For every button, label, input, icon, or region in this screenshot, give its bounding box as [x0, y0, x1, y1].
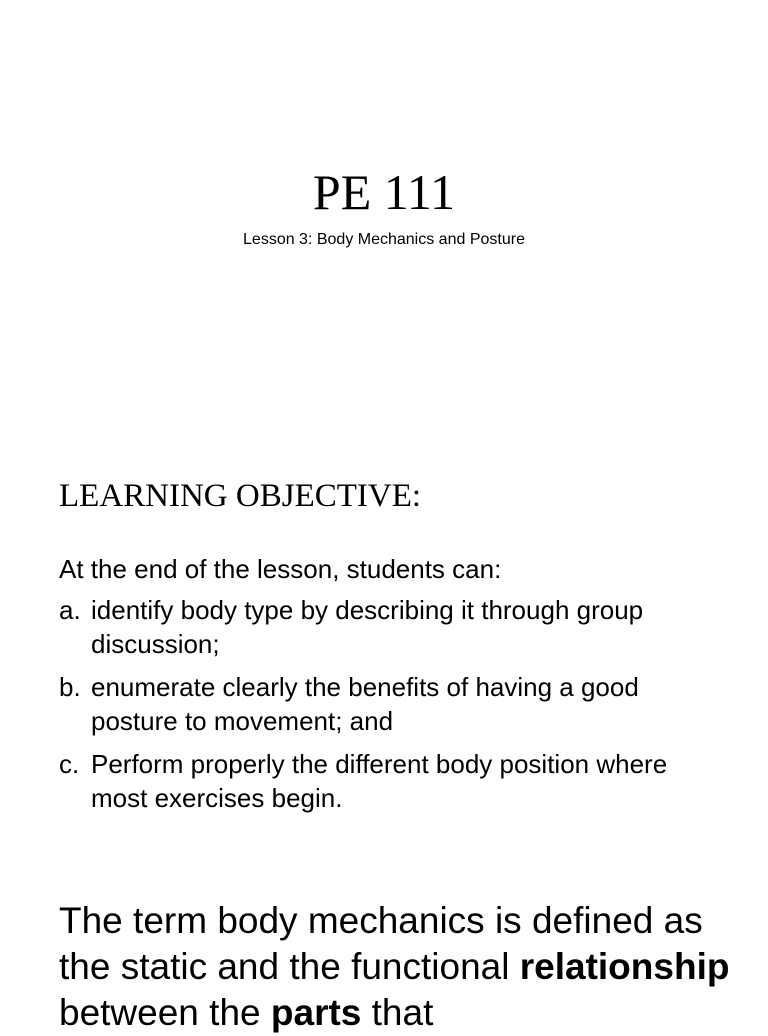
objective-marker: a.	[59, 595, 81, 625]
definition-slide	[0, 860, 768, 1033]
definition-paragraph	[59, 898, 739, 1036]
definition-text-3: that	[361, 992, 434, 1033]
title-slide	[0, 0, 768, 440]
objective-marker: c.	[59, 749, 80, 779]
objective-text: identify body type by describing it through group discussion;	[91, 595, 644, 659]
objectives-heading: LEARNING OBJECTIVE:	[59, 478, 422, 514]
definition-bold-relationship: relationship	[519, 946, 730, 987]
objective-item-c	[59, 747, 719, 815]
definition-text-2: between the	[59, 992, 271, 1033]
definition-text-1: The term body mechanics is defined as the static and the functional	[59, 900, 703, 987]
objective-item-b	[59, 670, 719, 738]
objective-text: enumerate clearly the benefits of having a good posture to movement; and	[91, 672, 639, 736]
objectives-slide	[0, 440, 768, 860]
course-title: PE 111	[312, 164, 456, 220]
objective-item-a	[59, 593, 719, 661]
objectives-list	[59, 593, 719, 824]
lesson-subtitle: Lesson 3: Body Mechanics and Posture	[243, 231, 525, 248]
objective-text: Perform properly the different body position where most exercises begin.	[91, 749, 668, 813]
definition-bold-parts: parts	[270, 992, 362, 1033]
objective-marker: b.	[59, 672, 81, 702]
objectives-intro: At the end of the lesson, students can:	[59, 554, 502, 584]
